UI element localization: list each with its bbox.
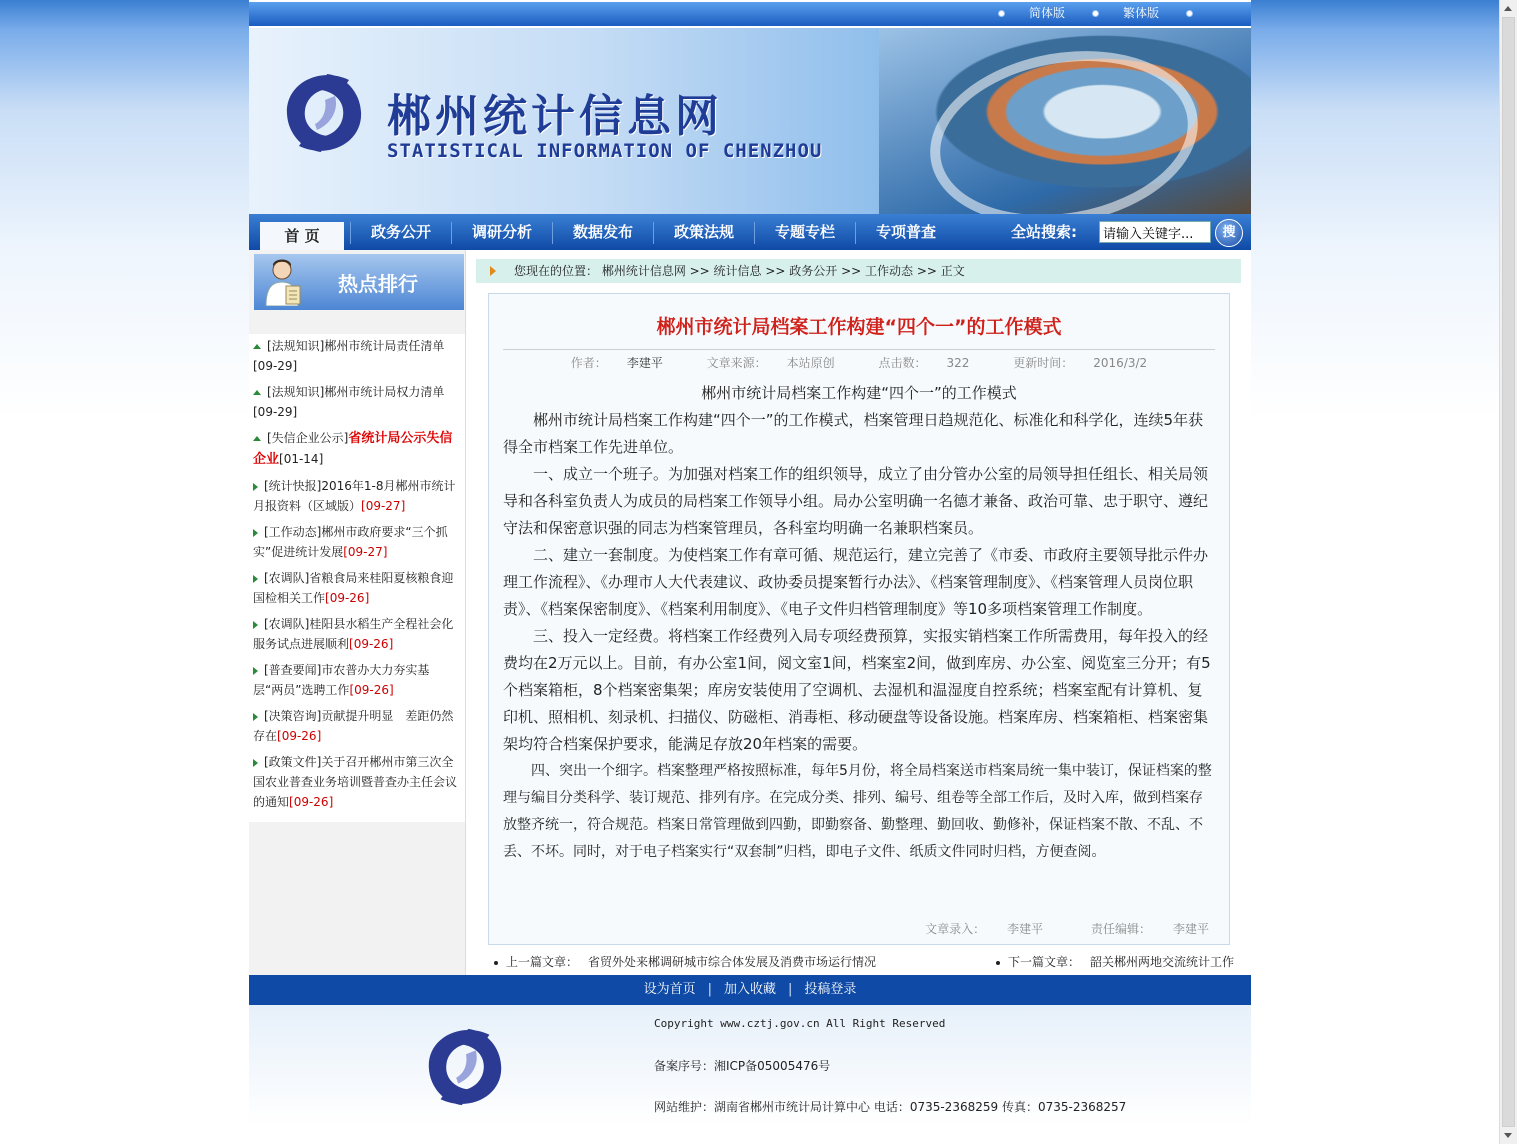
article-paragraph: 三、投入一定经费。将档案工作经费列入局专项经费预算，实报实销档案工作所需费用，每年投入的经费均在2万元以上。目前，有办公室1间，阅文室1间，档案室2间，做到库房、办公室、阅览室三分开；有5个档案箱柜，8个档案密集架；库房安装使用了空调机、去湿机和温湿度自控系统；档案室配有计算机、复印机、照相机、刻录机、扫描仪、防磁柜、消毒柜、移动硬盘等设备设施。档案库房、档案箱柜、档案密集架均符合档案保护要求，能满足存放20年档案的需要。: [503, 627, 1211, 753]
nav-census[interactable]: 专项普查: [875, 223, 936, 241]
list-item-text[interactable]: [决策咨询]贡献提升明显 差距仍然存在: [253, 709, 454, 743]
list-item-text[interactable]: [统计快报]2016年1-8月郴州市统计月报资料（区域版）: [253, 479, 456, 513]
simplified-link[interactable]: 简体版: [1029, 6, 1066, 20]
article: [488, 293, 1230, 945]
maintainer-text: 网站维护：湖南省郴州市统计局计算中心 电话：0735-2368259 传真：0735-2368257: [654, 1100, 1127, 1114]
search-label: 全站搜索:: [1011, 223, 1077, 241]
list-item[interactable]: [249, 566, 463, 612]
list-item-text[interactable]: [失信企业公示]: [267, 431, 349, 445]
list-item[interactable]: [249, 750, 463, 816]
triangle-right-icon: [253, 713, 258, 721]
traditional-link[interactable]: 繁体版: [1123, 6, 1160, 20]
prev-article-link[interactable]: 省贸外处来郴调研城市综合体发展及消费市场运行情况: [588, 955, 877, 969]
article-meta: [489, 354, 1229, 371]
list-item-date: [09-26]: [289, 795, 334, 809]
prev-article: [494, 953, 876, 971]
arrow-right-icon: [490, 266, 496, 276]
list-item-date: [09-27]: [343, 545, 388, 559]
list-item-date: [09-26]: [277, 729, 322, 743]
site-title: 郴州统计信息网: [387, 91, 723, 142]
entry-name: 李建平: [1007, 922, 1044, 936]
triangle-right-icon: [253, 759, 258, 767]
page: [249, 0, 1251, 1144]
list-item-text[interactable]: [农调队]省粮食局来桂阳夏核粮食迎国检相关工作: [253, 571, 454, 605]
list-item[interactable]: [249, 380, 463, 426]
footer-nav: 设为首页 | 加入收藏 | 投稿登录: [249, 975, 1251, 1005]
prev-next-nav: [494, 953, 1234, 973]
list-item-text[interactable]: [普查要闻]市农普办大力夯实基层“两员”选聘工作: [253, 663, 430, 697]
triangle-up-icon: [253, 436, 261, 441]
next-label: 下一篇文章：: [1007, 955, 1080, 969]
list-item-date: [09-26]: [325, 591, 370, 605]
scroll-up-icon[interactable]: [1504, 6, 1512, 11]
click-count: 322: [946, 356, 970, 370]
next-article: [996, 953, 1234, 971]
nav-policy[interactable]: 政策法规: [673, 223, 734, 241]
list-item-date: [09-27]: [361, 499, 406, 513]
bullet-icon: [1092, 10, 1099, 17]
list-item-text[interactable]: [法规知识]郴州市统计局责任清单: [267, 339, 445, 353]
author-label: 作者：: [570, 356, 607, 370]
article-paragraph: 一、成立一个班子。为加强对档案工作的组织领导，成立了由分管办公室的局领导担任组长、相关局领导和各科室负责人为成员的局档案工作领导小组。局办公室明确一名德才兼备、政治可靠、忠于职守、遵纪守法和保密意识强的同志为档案管理员，各科室均明确一名兼职档案员。: [503, 465, 1209, 537]
list-item-text[interactable]: [政策文件]关于召开郴州市第三次全国农业普查业务培训暨普查办主任会议的通知: [253, 755, 458, 809]
list-item[interactable]: [249, 426, 463, 474]
list-item[interactable]: [249, 612, 463, 658]
next-article-link[interactable]: 韶关郴州两地交流统计工作: [1089, 955, 1234, 969]
sidebar: [249, 250, 466, 975]
bullet-icon: [1186, 10, 1193, 17]
scroll-thumb[interactable]: [1502, 17, 1515, 1127]
footer-logo-icon: [421, 1025, 509, 1109]
prev-label: 上一篇文章：: [506, 955, 579, 969]
nav-government-affairs[interactable]: 政务公开: [370, 223, 431, 241]
icp-text: 备案序号：湘ICP备05005476号: [654, 1059, 831, 1073]
updated-date: 2016/3/2: [1093, 356, 1148, 370]
top-bar: [249, 2, 1251, 26]
nav-special-topics[interactable]: 专题专栏: [774, 223, 835, 241]
list-item-date: [09-29]: [253, 405, 298, 419]
list-item-text[interactable]: [法规知识]郴州市统计局权力清单: [267, 385, 445, 399]
list-item[interactable]: [249, 334, 463, 380]
triangle-up-icon: [253, 390, 261, 395]
list-item[interactable]: [249, 474, 463, 520]
divider: [503, 349, 1215, 350]
hot-ranking-list: [249, 334, 465, 822]
updated-label: 更新时间：: [1013, 356, 1074, 370]
nav-research[interactable]: 调研分析: [471, 223, 532, 241]
triangle-right-icon: [253, 621, 258, 629]
triangle-right-icon: [253, 529, 258, 537]
hot-ranking-title: 热点排行: [338, 272, 418, 296]
source: 本站原创: [786, 356, 835, 370]
list-item-date: [09-29]: [253, 359, 298, 373]
article-paragraph: 二、建立一套制度。为使档案工作有章可循、规范运行，建立完善了《市委、市政府主要领导批示件办理工作流程》、《办理市人大代表建议、政协委员提案暂行办法》、《档案管理制度》、《档案管理人员岗位职责》、《档案保密制度》、《档案利用制度》、《电子文件归档管理制度》等10多项档案管理工作制度。: [503, 546, 1209, 618]
list-item-text[interactable]: [工作动态]郴州市政府要求“三个抓实”促进统计发展: [253, 525, 448, 559]
article-title: 郴州市统计局档案工作构建“四个一”的工作模式: [656, 316, 1062, 338]
site-logo-icon: [279, 70, 369, 156]
clicks-label: 点击数：: [878, 356, 927, 370]
article-paragraph: 郴州市统计局档案工作构建“四个一”的工作模式，档案管理日趋规范化、标准化和科学化，连续5年获得全市档案工作先进单位。: [503, 411, 1204, 456]
site-subtitle: STATISTICAL INFORMATION OF CHENZHOU: [387, 140, 823, 162]
set-homepage-link[interactable]: 设为首页: [643, 982, 696, 997]
editor-label: 责任编辑：: [1090, 922, 1151, 936]
article-body: [503, 380, 1215, 866]
nav-data-release[interactable]: 数据发布: [572, 223, 633, 241]
entry-label: 文章录入：: [925, 922, 986, 936]
list-item[interactable]: [249, 658, 463, 704]
list-item-date: [09-26]: [349, 683, 394, 697]
vertical-scrollbar[interactable]: [1499, 0, 1517, 1144]
search-button[interactable]: 搜: [1215, 219, 1243, 247]
list-item[interactable]: [249, 520, 463, 566]
editor-name: 李建平: [1172, 922, 1209, 936]
bullet-icon: [996, 961, 1000, 965]
article-paragraph: 四、突出一个细字。档案整理严格按照标准，每年5月份，将全局档案送市档案局统一集中装订，保证档案的整理与编目分类科学、装订规范、排列有序。在完成分类、排列、编号、组卷等全部工作后，及时入库，做到档案存放整齐统一，符合规范。档案日常管理做到四勤，即勤察备、勤整理、勤回收、勤修补，保证档案不散、不乱、不丢、不坏。同时，对于电子档案实行“双套制”归档，即电子文件、纸质文件同时归档，方便查阅。: [503, 763, 1212, 860]
author: 李建平: [626, 356, 663, 370]
list-item-text[interactable]: [农调队]桂阳县水稻生产全程社会化服务试点进展顺利: [253, 617, 454, 651]
copyright-text: Copyright www.cztj.gov.cn All Right Reserved: [654, 1017, 946, 1030]
list-item[interactable]: [249, 704, 463, 750]
triangle-right-icon: [253, 575, 258, 583]
list-item-date: [09-26]: [349, 637, 394, 651]
source-label: 文章来源：: [706, 356, 767, 370]
bullet-icon: [494, 961, 498, 965]
bullet-icon: [998, 10, 1005, 17]
triangle-right-icon: [253, 483, 258, 491]
triangle-up-icon: [253, 344, 261, 349]
list-item-date: [01-14]: [279, 452, 324, 466]
main-nav: [249, 214, 1251, 250]
add-favorites-link[interactable]: 加入收藏: [723, 982, 776, 997]
breadcrumb-text[interactable]: 您现在的位置： 郴州统计信息网 >> 统计信息 >> 政务公开 >> 工作动态 >> 正文: [514, 264, 965, 278]
nav-home[interactable]: 首 页: [260, 222, 344, 250]
article-footer: [881, 920, 1209, 937]
person-icon: [264, 258, 304, 306]
footer: [249, 1005, 1251, 1125]
breadcrumb: [476, 259, 1241, 283]
submission-login-link[interactable]: 投稿登录: [804, 982, 857, 997]
scroll-down-icon[interactable]: [1504, 1133, 1512, 1138]
hot-ranking-header: [254, 254, 464, 310]
site-banner: [249, 28, 1251, 214]
search-input[interactable]: [1099, 221, 1211, 243]
triangle-right-icon: [253, 667, 258, 675]
article-heading: 郴州市统计局档案工作构建“四个一”的工作模式: [701, 384, 1017, 402]
list-item-highlight[interactable]: 省统计局公示失信企业: [253, 431, 453, 467]
